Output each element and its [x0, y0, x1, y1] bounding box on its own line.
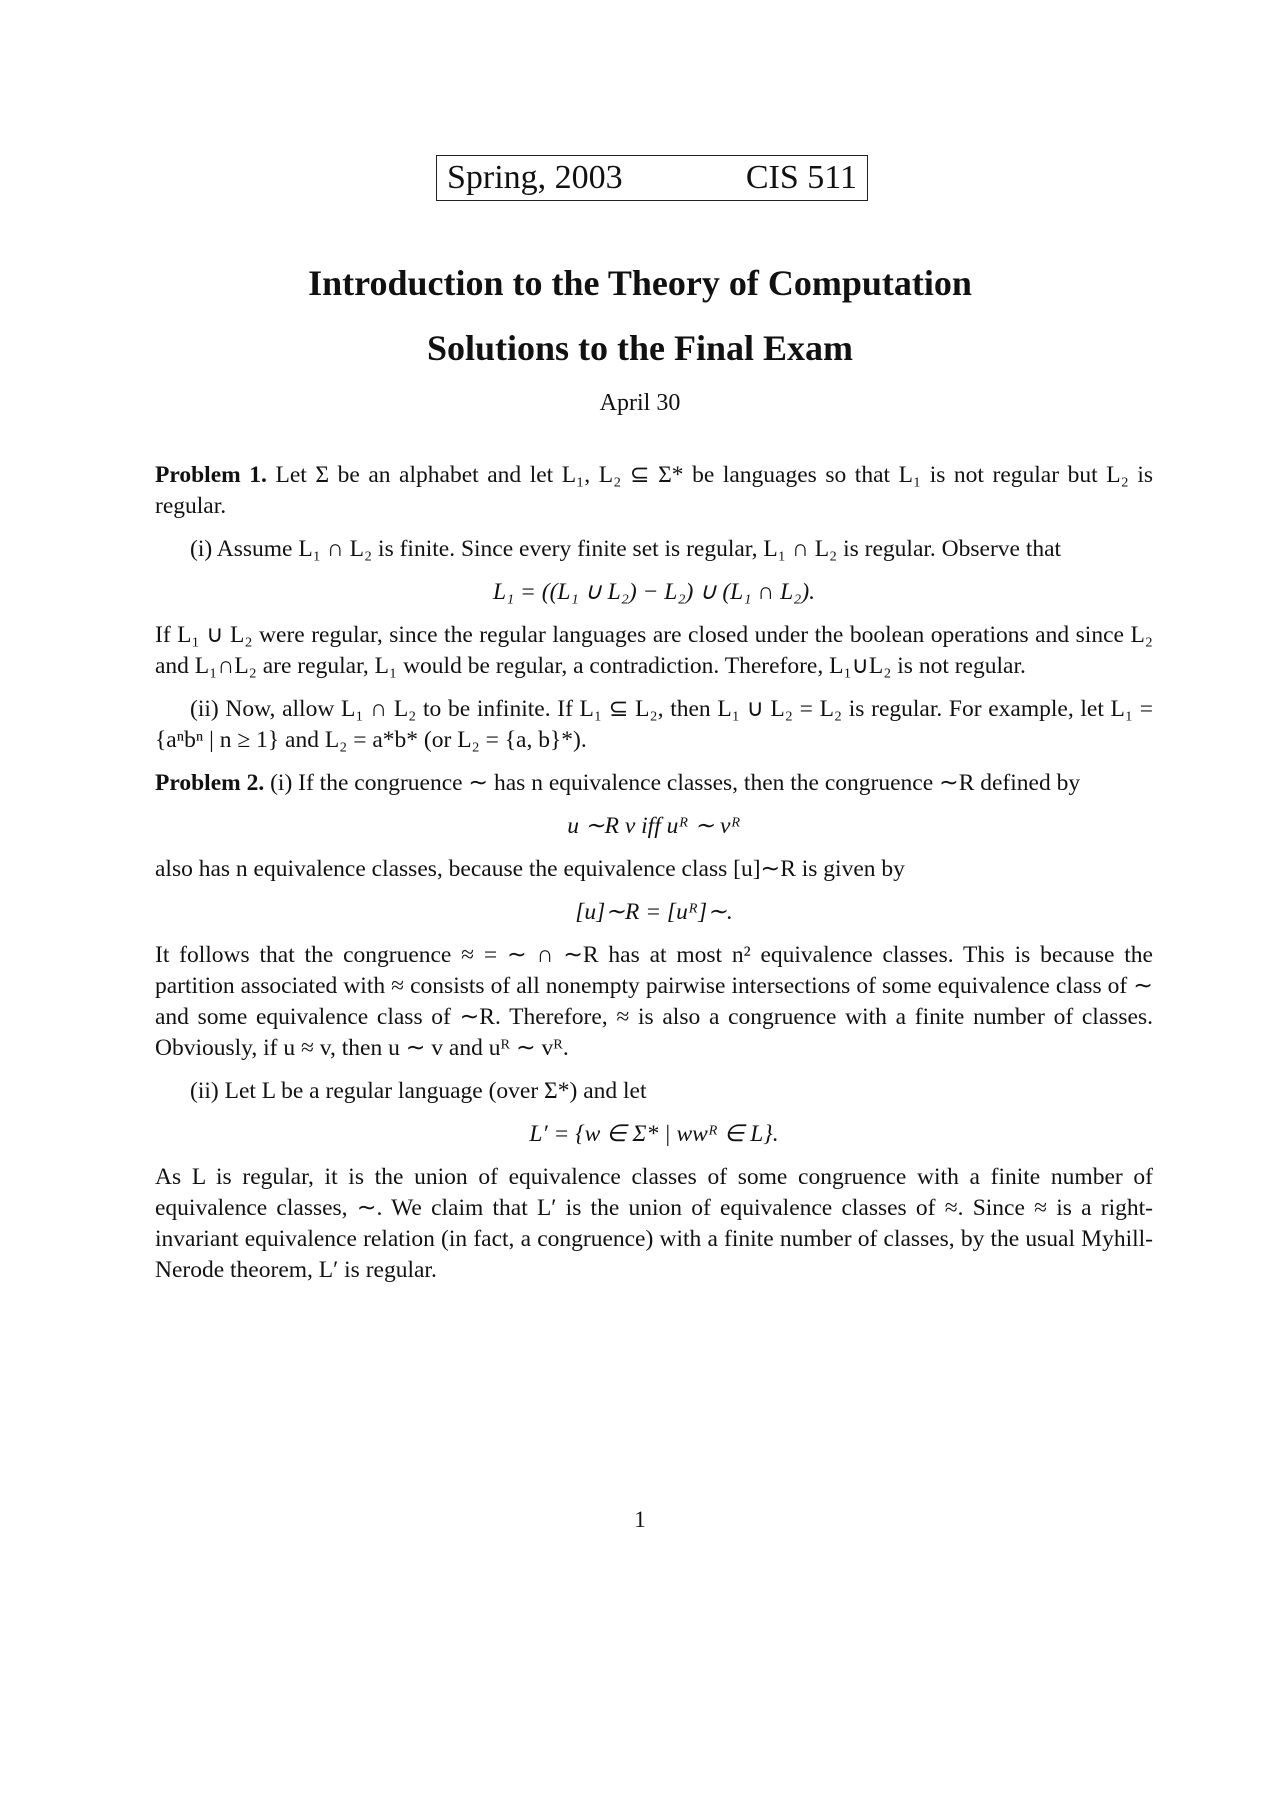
problem2-label: Problem 2. — [155, 770, 265, 796]
term-label: Spring, 2003 — [447, 159, 623, 196]
problem1-intro-text: Let Σ be an alphabet and let L₁, L₂ ⊆ Σ* be languages so that L₁ is not regular but L₂ is regular. — [155, 462, 1153, 519]
document-body — [155, 460, 1153, 1298]
problem2-part-ii: (ii) Let L be a regular language (over Σ*) and let — [190, 1078, 647, 1104]
problem1-intro — [155, 460, 1153, 522]
problem1-part-i: (i) Assume L₁ ∩ L₂ is finite. Since every finite set is regular, L₁ ∩ L₂ is regular. Observe that — [190, 536, 1062, 562]
problem1-label: Problem 1. — [155, 462, 267, 488]
problem1-part-i-continued: If L₁ ∪ L₂ were regular, since the regular languages are closed under the boolean operations and since L₂ and L₁∩L₂ are regular, L₁ would be regular, a contradiction. Therefore, L₁∪L₂ is not regular. — [155, 622, 1153, 679]
problem2-part-ii-b: As L is regular, it is the union of equivalence classes of some congruence with a finite number of equivalence classes, ∼. We claim that L′ is the union of equivalence classes of ≈. Since ≈ is a right-invariant equivalence relation (in fact, a congruence) with a finite number of classes, by the usual Myhill-Nerode theorem, L′ is regular. — [155, 1164, 1153, 1283]
document-subtitle: Solutions to the Final Exam — [426, 328, 854, 368]
course-header-box — [436, 155, 868, 201]
problem2-equation-2: [u]∼R = [uᴿ]∼. — [575, 899, 733, 925]
course-label: CIS 511 — [745, 159, 857, 196]
problem1-equation: L₁ = ((L₁ ∪ L₂) − L₂) ∪ (L₁ ∩ L₂). — [492, 579, 816, 605]
document-title: Introduction to the Theory of Computation — [308, 263, 972, 303]
page-number: 1 — [634, 1507, 646, 1532]
problem2-intro — [155, 768, 1153, 799]
document-date: April 30 — [599, 390, 681, 416]
problem2-part-i-b: also has n equivalence classes, because the equivalence class [u]∼R is given by — [155, 856, 905, 882]
problem2-part-i-c: It follows that the congruence ≈ = ∼ ∩ ∼R has at most n² equivalence classes. This is because the partition associated with ≈ consists of all nonempty pairwise intersections of some equivalence class of ∼ and some equivalence class of ∼R. Therefore, ≈ is also a congruence with a finite number of classes. Obviously, if u ≈ v, then u ∼ v and uᴿ ∼ vᴿ. — [155, 942, 1153, 1061]
problem2-equation-3: L′ = {w ∈ Σ* | wwᴿ ∈ L}. — [529, 1121, 779, 1147]
problem2-equation-1: u ∼R v iff uᴿ ∼ vᴿ — [567, 813, 741, 839]
problem1-part-ii: (ii) Now, allow L₁ ∩ L₂ to be infinite. If L₁ ⊆ L₂, then L₁ ∪ L₂ = L₂ is regular. For example, let L₁ = {aⁿbⁿ | n ≥ 1} and L₂ = a*b* (or L₂ = {a, b}*). — [155, 696, 1153, 753]
problem2-part-i-text: (i) If the congruence ∼ has n equivalence classes, then the congruence ∼R defined by — [270, 770, 1081, 796]
